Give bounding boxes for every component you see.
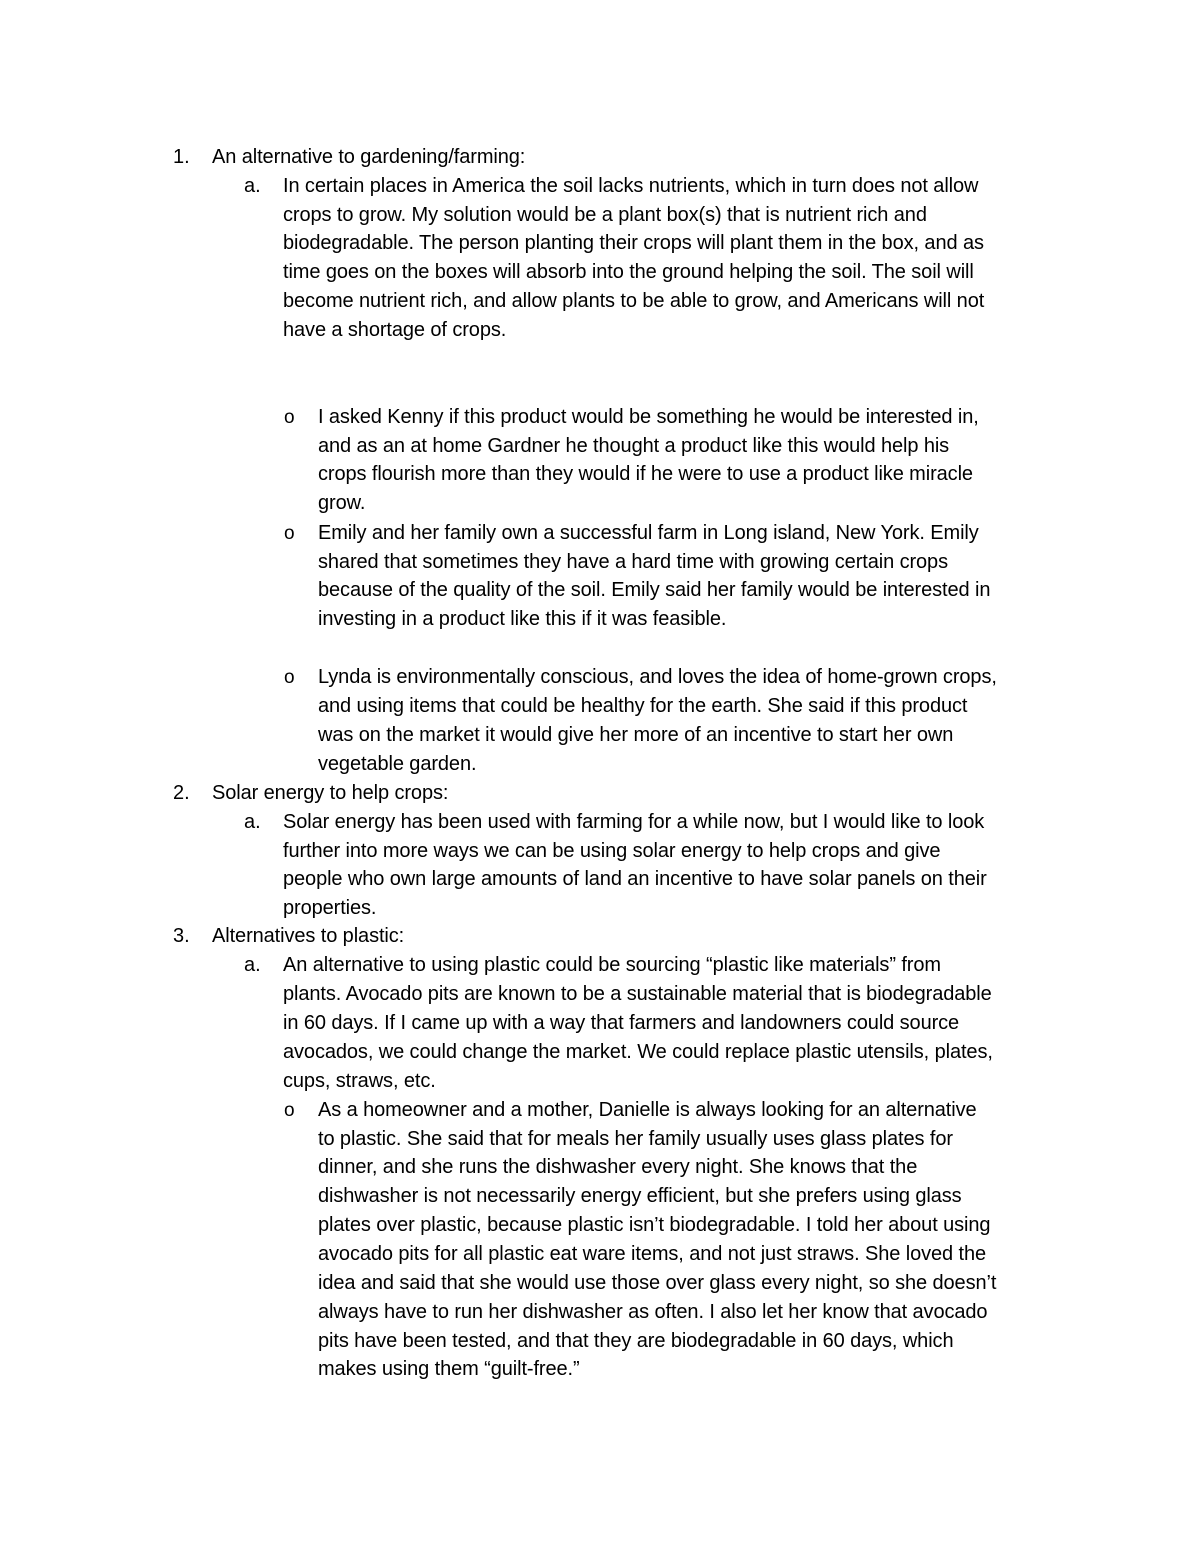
item-2-sub-line: Solar energy has been used with farming for a while now, but I would like to look bbox=[283, 811, 985, 833]
bullet-line: avocado pits for all plastic eat ware items, and not just straws. She loved the bbox=[318, 1243, 986, 1265]
item-3-sub-line: avocados, we could change the market. We could replace plastic utensils, plates, bbox=[283, 1041, 993, 1063]
item-2-sub-marker: a. bbox=[244, 811, 261, 833]
bullet-line: idea and said that she would use those over glass every night, so she doesn’t bbox=[318, 1272, 997, 1294]
bullet-line: I asked Kenny if this product would be something he would be interested in, bbox=[318, 406, 979, 428]
item-1-sub-line: time goes on the boxes will absorb into the ground helping the soil. The soil will bbox=[283, 261, 974, 283]
bullet-line: pits have been tested, and that they are biodegradable in 60 days, which bbox=[318, 1330, 954, 1352]
bullet-marker: o bbox=[284, 1100, 295, 1121]
item-3-sub-line: cups, straws, etc. bbox=[283, 1070, 436, 1092]
item-1-sub-line: crops to grow. My solution would be a plant box(s) that is nutrient rich and bbox=[283, 204, 927, 226]
bullet-line: dishwasher is not necessarily energy efficient, but she prefers using glass bbox=[318, 1185, 962, 1207]
item-1-sub-marker: a. bbox=[244, 175, 261, 197]
bullet-line: crops flourish more than they would if he were to use a product like miracle bbox=[318, 463, 973, 485]
bullet-line: was on the market it would give her more of an incentive to start her own bbox=[318, 724, 954, 746]
bullet-line: vegetable garden. bbox=[318, 753, 477, 775]
item-3-sub-line: plants. Avocado pits are known to be a sustainable material that is biodegradable bbox=[283, 983, 992, 1005]
item-1-sub-line: have a shortage of crops. bbox=[283, 319, 507, 341]
item-1-heading: An alternative to gardening/farming: bbox=[212, 146, 526, 168]
item-1-sub-line: biodegradable. The person planting their crops will plant them in the box, and as bbox=[283, 232, 984, 254]
item-2-sub-line: further into more ways we can be using solar energy to help crops and give bbox=[283, 840, 941, 862]
bullet-line: investing in a product like this if it was feasible. bbox=[318, 608, 727, 630]
bullet-line: dinner, and she runs the dishwasher every night. She knows that the bbox=[318, 1156, 918, 1178]
bullet-line: to plastic. She said that for meals her family usually uses glass plates for bbox=[318, 1128, 953, 1150]
item-3-sub-line: in 60 days. If I came up with a way that farmers and landowners could source bbox=[283, 1012, 960, 1034]
item-3-sub-marker: a. bbox=[244, 954, 261, 976]
list-number-2: 2. bbox=[173, 782, 190, 804]
bullet-line: always have to run her dishwasher as often. I also let her know that avocado bbox=[318, 1301, 988, 1323]
bullet-marker: o bbox=[284, 667, 295, 688]
item-2-heading: Solar energy to help crops: bbox=[212, 782, 449, 804]
bullet-marker: o bbox=[284, 523, 295, 544]
bullet-line: shared that sometimes they have a hard time with growing certain crops bbox=[318, 551, 948, 573]
bullet-line: and as an at home Gardner he thought a product like this would help his bbox=[318, 435, 950, 457]
bullet-line: makes using them “guilt-free.” bbox=[318, 1358, 580, 1380]
item-2-sub-line: properties. bbox=[283, 897, 377, 919]
bullet-line: because of the quality of the soil. Emily said her family would be interested in bbox=[318, 579, 991, 601]
bullet-line: grow. bbox=[318, 492, 366, 514]
bullet-line: and using items that could be healthy for the earth. She said if this product bbox=[318, 695, 968, 717]
item-1-sub-line: In certain places in America the soil lacks nutrients, which in turn does not allow bbox=[283, 175, 979, 197]
list-number-1: 1. bbox=[173, 146, 190, 168]
item-3-sub-line: An alternative to using plastic could be sourcing “plastic like materials” from bbox=[283, 954, 941, 976]
bullet-line: Emily and her family own a successful farm in Long island, New York. Emily bbox=[318, 522, 979, 544]
bullet-marker: o bbox=[284, 407, 295, 428]
list-number-3: 3. bbox=[173, 925, 190, 947]
item-2-sub-line: people who own large amounts of land an incentive to have solar panels on their bbox=[283, 868, 987, 890]
item-3-heading: Alternatives to plastic: bbox=[212, 925, 405, 947]
item-1-sub-line: become nutrient rich, and allow plants to be able to grow, and Americans will not bbox=[283, 290, 985, 312]
bullet-line: As a homeowner and a mother, Danielle is always looking for an alternative bbox=[318, 1099, 977, 1121]
bullet-line: plates over plastic, because plastic isn’t biodegradable. I told her about using bbox=[318, 1214, 991, 1236]
bullet-line: Lynda is environmentally conscious, and loves the idea of home-grown crops, bbox=[318, 666, 997, 688]
